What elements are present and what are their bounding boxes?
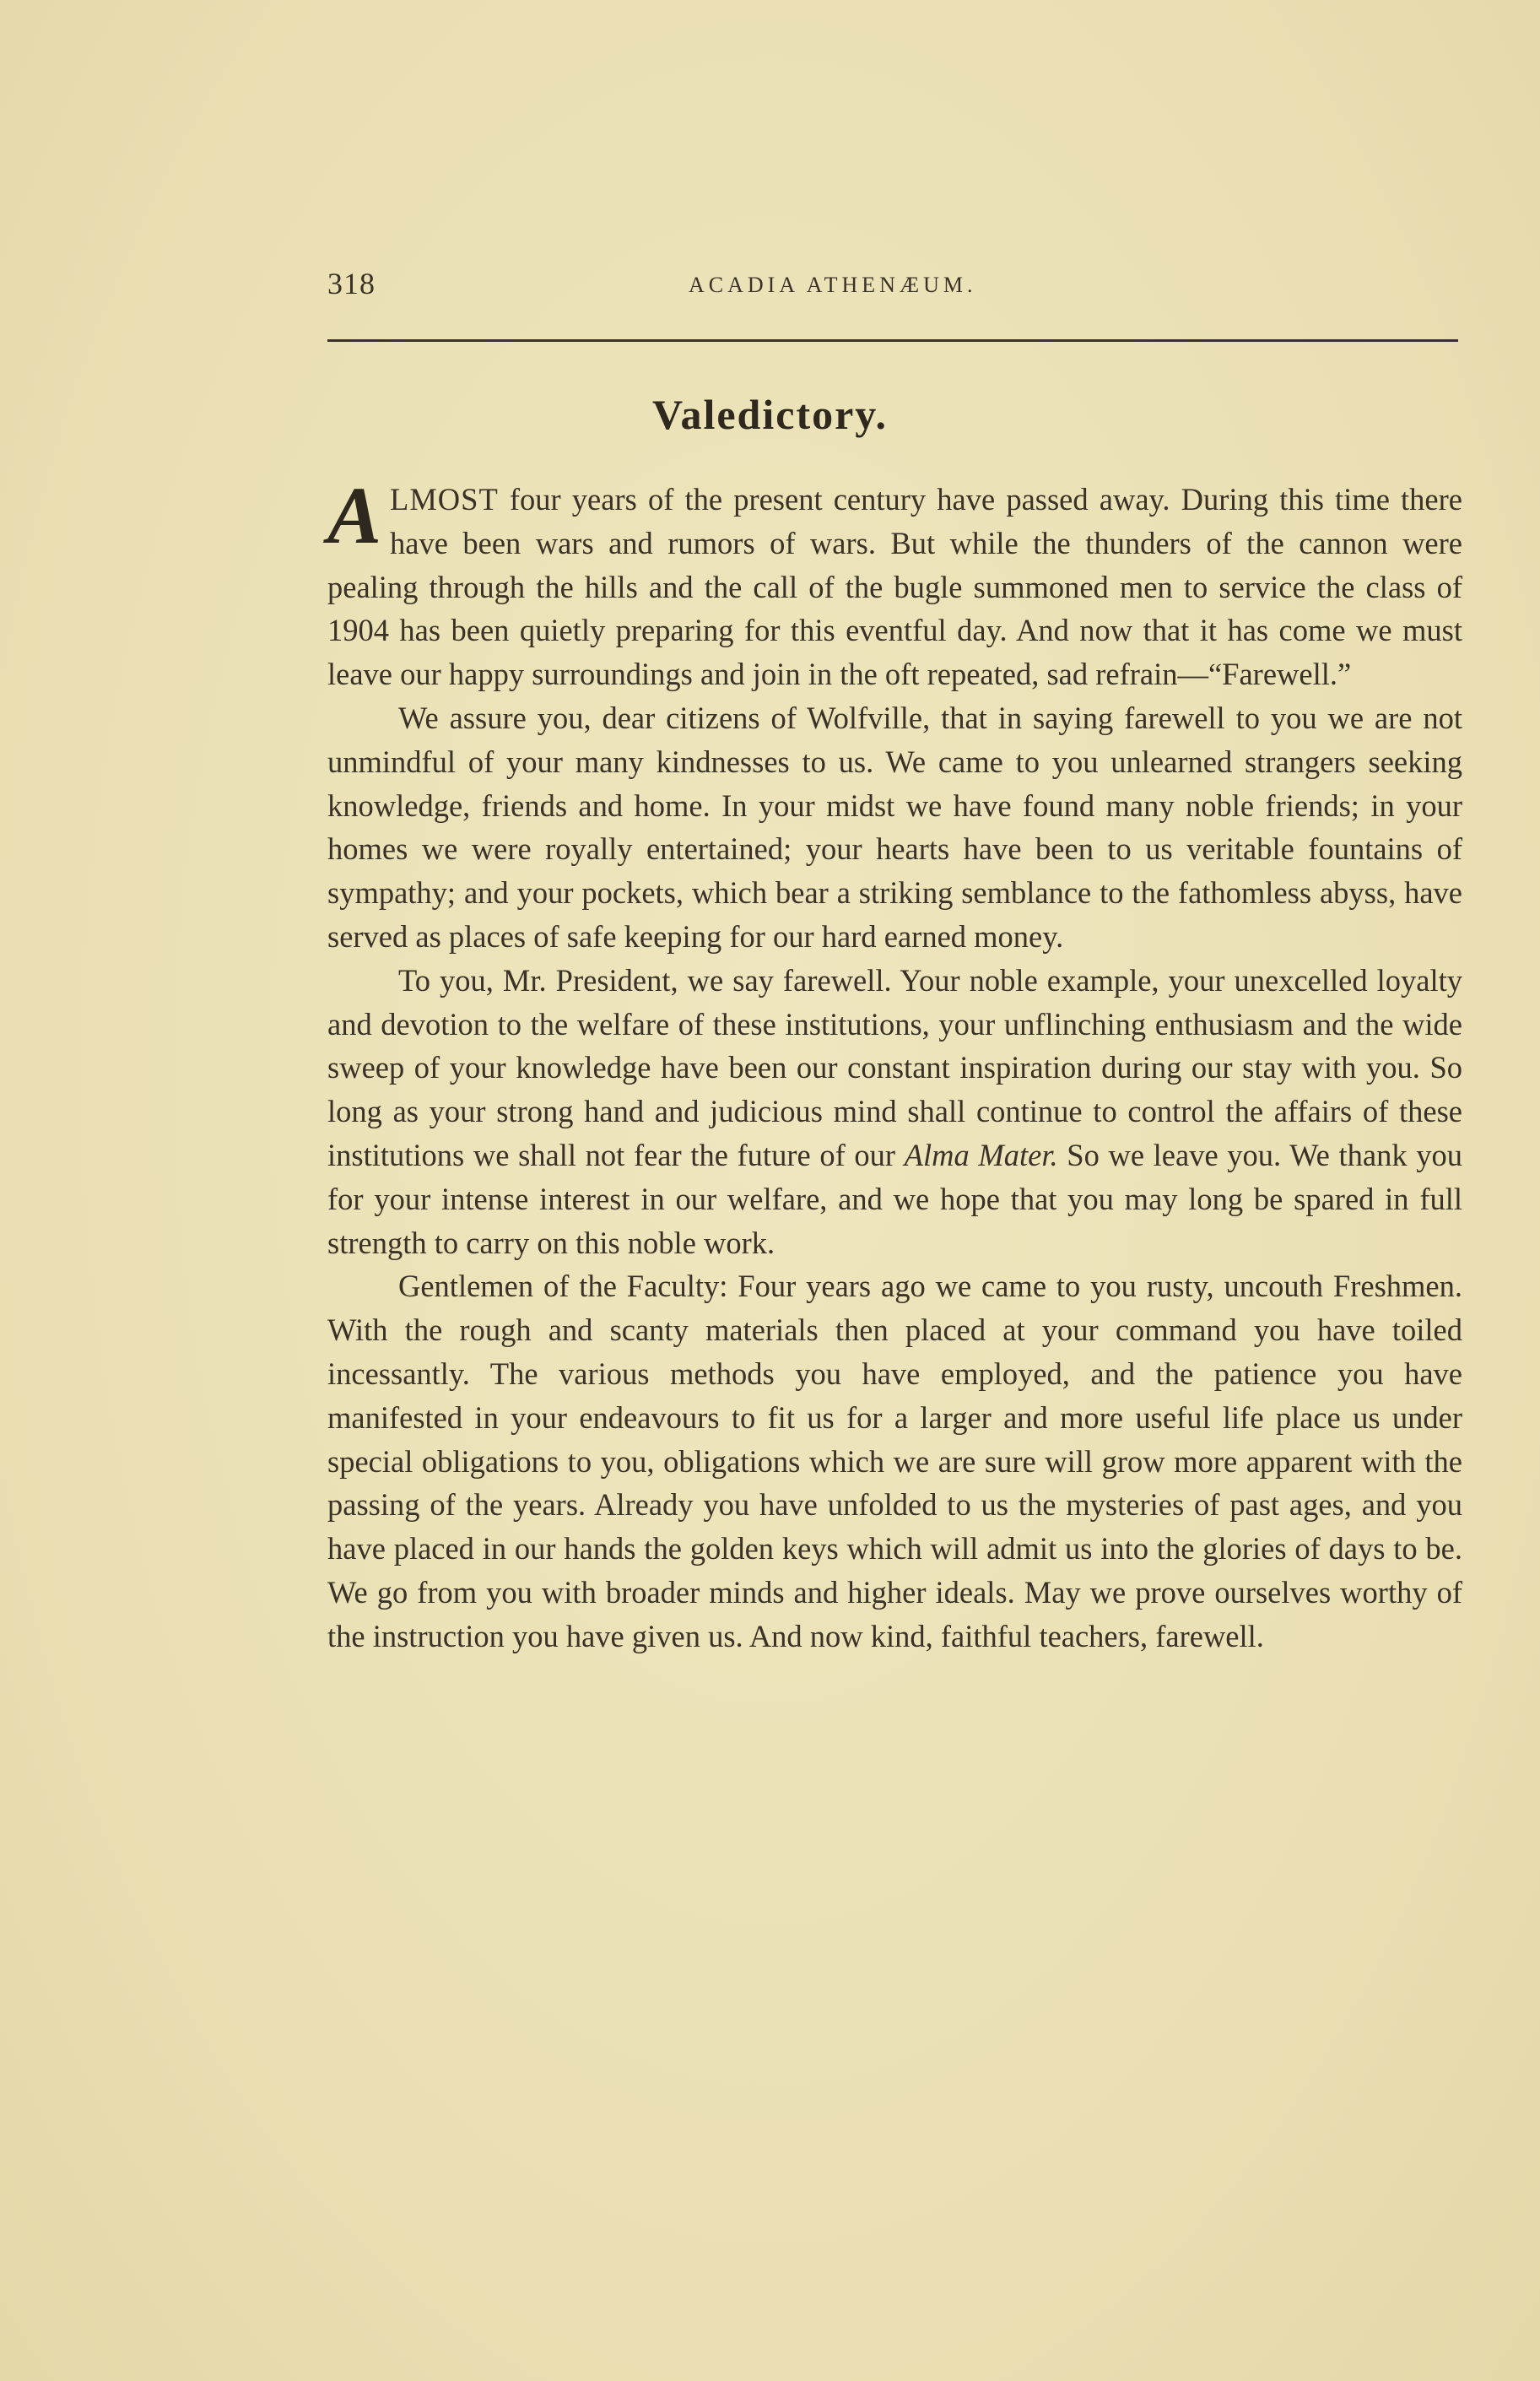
- running-head: ACADIA ATHENÆUM.: [689, 273, 977, 297]
- article-title: Valedictory.: [651, 391, 889, 438]
- article-body: [327, 470, 1463, 1659]
- paragraph-4: Gentlemen of the Faculty: Four years ago we came to you rusty, uncouth Freshmen. With the rough and scanty materials then placed at your command you have toiled incessantly. The various methods you have employed, and the patience you have manifested in your endeavours to fit us for a larger and more useful life place us under special obligations to you, obligations which we are sure will grow more apparent with the passing of the years. Already you have unfolded to us the mysteries of past ages, and you have placed in our hands the golden keys which will admit us into the glories of days to be. We go from you with broader minds and higher ideals. May we prove ourselves worthy of the instruction you have given us. And now kind, faithful teachers, farewell.: [327, 1269, 1462, 1653]
- page-header: [327, 266, 1458, 317]
- paragraph-1-text: four years of the present century have passed away. During this time there have been wars and rumors of wars. But while the thunders of the cannon were pealing through the hills and the call of the bugle summoned men to service the class of 1904 has been quietly preparing for this eventful day. And now that it has come we must leave our happy surroundings and join in the oft repeated, sad refrain—“Farewell.”: [327, 482, 1462, 692]
- paragraph-3-text-after: So we leave you. We thank you for your intense interest in our welfare, and we hope that you may long be spared in full strength to carry on this noble work.: [327, 1137, 1463, 1260]
- paragraph-2: We assure you, dear citizens of Wolfville, that in saying farewell to you we are not unmindful of your many kindnesses to us. We came to you unlearned strangers seeking knowledge, friends and home. In your midst we have found many noble friends; in your homes we were royally entertained; your hearts have been to us veritable fountains of sympathy; and your pockets, which bear a striking semblance to the fathomless abyss, have served as places of safe keeping for our hard earned money.: [327, 700, 1462, 954]
- paragraph-3-text-before: To you, Mr. President, we say farewell. Your noble example, your unexcelled loyalty and devotion to the welfare of these institutions, your unflinching enthusiasm and the wide sweep of your knowledge have been our constant inspiration during our stay with you. So long as your strong hand and judicious mind shall continue to control the affairs of these institutions we shall not fear the future of our: [327, 962, 1462, 1172]
- lead-caps: LMOST: [390, 482, 499, 517]
- paragraph-3: [327, 959, 1462, 1265]
- paragraph-1: [327, 470, 1462, 696]
- page-number: 318: [327, 267, 376, 300]
- alma-mater-italic: Alma Mater.: [904, 1137, 1058, 1172]
- header-rule: [327, 339, 1458, 342]
- drop-cap: A: [327, 470, 382, 560]
